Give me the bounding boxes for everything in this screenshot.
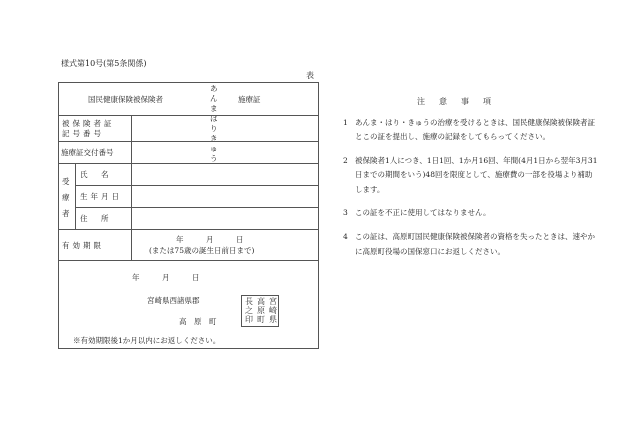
name-label: 氏 名	[80, 170, 112, 179]
issue-date: 年 月 日	[132, 273, 200, 282]
row-divider	[75, 207, 319, 208]
address-label: 住 所	[80, 214, 112, 223]
notice-item-text: この証を不正に使用してはなりません。	[355, 208, 491, 218]
side-label: 表	[306, 71, 314, 80]
title-right: 施療証	[238, 95, 261, 104]
title-left: 国民健康保険被保険者	[88, 95, 163, 104]
notice-item-text: この証は、高原町国民健康保険被保険者の資格を失ったときは、速やかに高原町役場の国保窓口にお返しください。	[355, 232, 595, 256]
notice-item-number: 1	[343, 118, 348, 127]
seal-char: 崎	[269, 306, 277, 315]
notice-item-number: 3	[343, 208, 348, 218]
label-column-divider	[131, 115, 132, 260]
validity-note: (または75歳の誕生日前日まで)	[149, 246, 255, 255]
official-seal	[241, 295, 279, 327]
seal-char: 宮	[269, 297, 277, 306]
seal-char: 県	[269, 315, 277, 324]
form-number: 様式第10号(第5条関係)	[61, 59, 147, 68]
row-divider	[58, 163, 319, 164]
patient-group-divider	[75, 163, 76, 229]
notice-item-number: 2	[343, 156, 348, 166]
seal-char: 高	[257, 297, 265, 306]
row-divider	[58, 260, 319, 261]
notice-item-number: 4	[343, 232, 348, 242]
seal-char: 町	[257, 315, 265, 324]
issuer-name: 高 原 町	[179, 317, 217, 326]
seal-char: 之	[245, 306, 253, 315]
insurance-number-label: 記号番号	[62, 129, 104, 138]
title-stack-line: は り	[210, 114, 221, 133]
footnote: ※有効期限後1か月以内にお返しください。	[73, 336, 221, 345]
title-stack-line: き ゅ う	[210, 134, 221, 163]
notice-list	[343, 116, 598, 268]
notice-item-text: 被保険者1人につき、1日1回、1か月16回、年間(4月1日から翌年3月31日までの期間をいう)48回を限度として、施療費の一部を役場より補助します。	[355, 156, 598, 194]
issuer-area: 宮崎県西諸県郡	[147, 296, 200, 305]
notice-title: 注意事項	[417, 97, 505, 106]
issue-number-label: 施療証交付番号	[61, 148, 114, 157]
title-stack-line: あ ん ま	[210, 84, 221, 113]
patient-group-char: 療	[62, 193, 70, 202]
notice-item	[343, 154, 598, 197]
seal-char: 印	[245, 315, 253, 324]
validity-value: 年 月 日	[176, 235, 244, 244]
notice-item-text: あんま・はり・きゅうの治療を受けるときは、国民健康保険被保険者証とこの証を提出し、施療の記録をしてもらってください。	[355, 118, 595, 142]
row-divider	[75, 185, 319, 186]
patient-group-char: 受	[62, 177, 70, 186]
notice-item	[343, 206, 598, 220]
birth-date-label: 生年月日	[80, 192, 122, 201]
notice-item	[343, 230, 598, 259]
row-divider	[58, 141, 319, 142]
seal-char: 長	[245, 297, 253, 306]
insurance-card-label: 被保険者証	[62, 119, 115, 128]
row-divider	[58, 115, 319, 116]
notice-item	[343, 116, 598, 145]
validity-label: 有効期限	[62, 241, 104, 250]
title-stack	[210, 84, 232, 164]
row-divider	[58, 229, 319, 230]
patient-group-char: 者	[62, 209, 70, 218]
seal-char: 原	[257, 306, 265, 315]
